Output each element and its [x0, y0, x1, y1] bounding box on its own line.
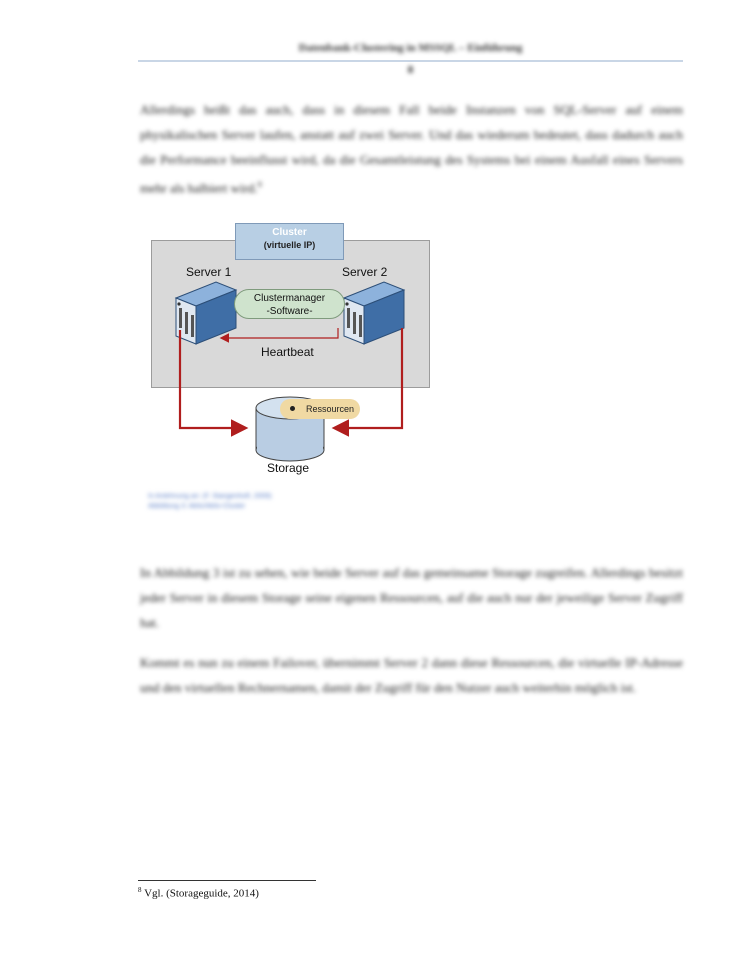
clustermanager-label: Clustermanager [253, 293, 326, 304]
storage-label: Storage [267, 461, 310, 475]
caption-title: Abbildung 3: Aktiv/Aktiv-Cluster [148, 503, 246, 510]
footnote-divider [138, 880, 316, 881]
paragraph-1-text: Allerdings heißt das auch, dass in diesem Fall beide Instanzen von SQL-Server auf einem physikalischen Server laufen, anstatt auf zwei Server. Und das wiederum bedeutet, dass dadurch auch die Performance beeinflusst wird, da die Gesamtleistung des Systems bei einem Ausfall eines Servers mehr als halbiert wird. [140, 102, 683, 196]
paragraph-3: Kommt es nun zu einem Failover, übernimmt Server 2 dann diese Ressourcen, die virtuelle IP-Adresse und den virtuellen Rechnernamen, damit der Zugriff für den Nutzer auch weiterhin möglich ist. [140, 655, 683, 695]
server-2-icon [344, 282, 404, 344]
resources-dot [290, 406, 295, 411]
software-label: -Software- [266, 306, 313, 317]
resources-pill [280, 399, 360, 419]
running-header-title: Datenbank-Clustering in MSSQL – Einführung [298, 42, 523, 54]
paragraph-1 [140, 97, 683, 200]
footnote-number: 8 [138, 886, 142, 894]
header-divider [138, 60, 683, 62]
cluster-title: Cluster [272, 227, 307, 238]
server-1-label: Server 1 [186, 265, 232, 279]
footnote-text: Vgl. (Storageguide, 2014) [144, 887, 259, 900]
footnote [138, 886, 259, 900]
footnote-reference: 8 [257, 180, 262, 189]
page-number: 8 [407, 64, 414, 76]
heartbeat-label: Heartbeat [261, 345, 314, 359]
clustermanager-pill [234, 289, 345, 319]
resources-label: Ressourcen [306, 404, 355, 414]
cluster-diagram [148, 220, 438, 485]
figure-caption [148, 492, 388, 512]
cluster-subtitle: (virtuelle IP) [263, 240, 316, 250]
caption-source: In Anlehnung an: (F. Stangenhoff, 2009) [148, 493, 272, 500]
paragraph-2: In Abbildung 3 ist zu sehen, wie beide Server auf das gemeinsame Storage zugreifen. Allerdings besitzt jeder Server in diesem Storage seine eigenen Ressourcen, auf die auch nur der jeweilige Server Zugriff hat. [140, 565, 683, 630]
server-2-label: Server 2 [342, 265, 388, 279]
server-1-icon [176, 282, 236, 344]
heartbeat-connector [222, 328, 338, 338]
server-1-storage-arrow [180, 330, 244, 428]
